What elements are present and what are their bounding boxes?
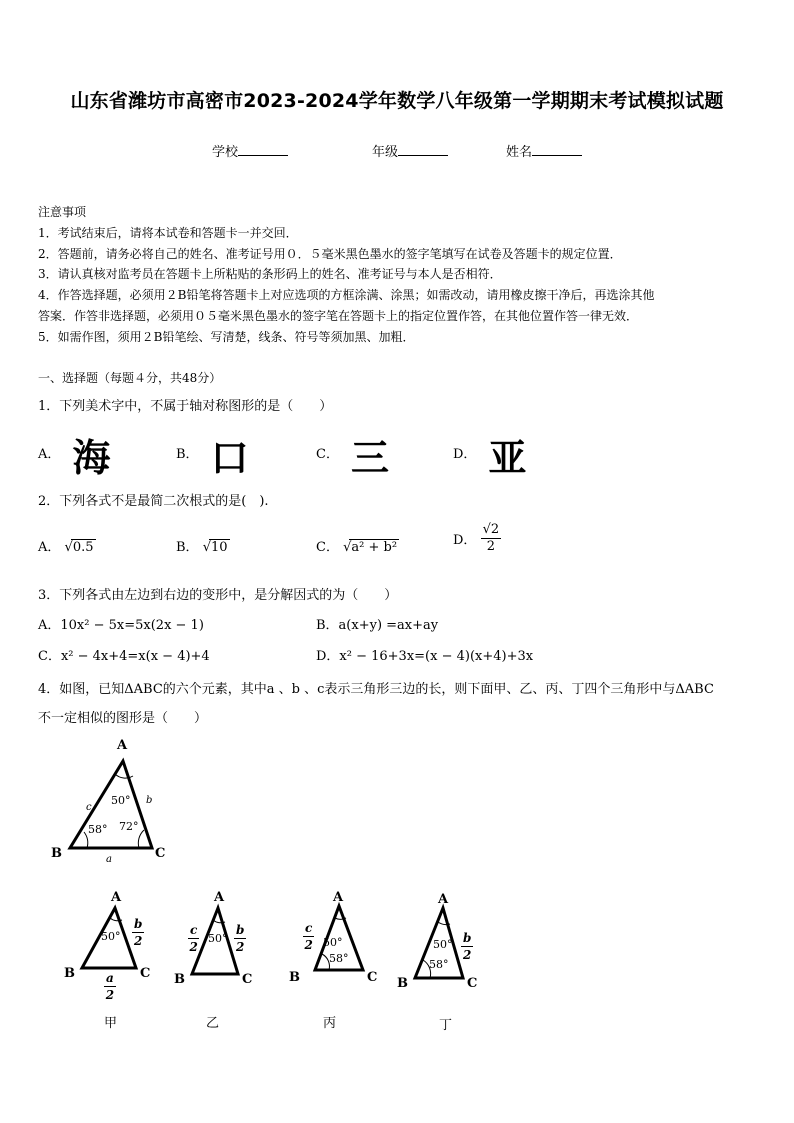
side-fraction <box>132 916 144 949</box>
side-fraction <box>461 930 473 963</box>
vertex-a-label: A <box>111 890 122 905</box>
option-label: C． <box>316 447 339 462</box>
vertex-a-label: A <box>117 738 128 753</box>
denominator: 2 <box>463 948 472 962</box>
vertex-c-label: C <box>140 966 151 981</box>
option-label: D． <box>453 533 477 548</box>
option-label: A． <box>38 447 61 462</box>
vertex-a-label: A <box>214 890 225 905</box>
option-char: 海 <box>72 436 111 480</box>
name-label: 姓名 <box>506 145 533 160</box>
vertex-b-label: B <box>51 846 62 861</box>
denominator: 2 <box>189 940 198 954</box>
side-b-label: b <box>146 795 153 806</box>
q1-option-d <box>453 427 526 482</box>
option-label: B． <box>176 540 199 555</box>
q2-stem: 2．下列各式不是最简二次根式的是( ). <box>38 494 269 509</box>
angle-label: 50° <box>433 938 453 951</box>
fraction <box>481 522 502 555</box>
vertex-b-label: B <box>174 972 185 987</box>
option-char: 三 <box>350 436 389 480</box>
main-triangle-figure <box>45 738 185 868</box>
q4-stem-line1: 4．如图，已知ΔABC的六个元素，其中a 、b 、c表示三角形三边的长，则下面甲、乙、丙、丁四个三角形中与ΔABC <box>38 682 714 697</box>
radicand: 10 <box>210 540 228 555</box>
grade-field <box>372 141 448 160</box>
figure-bing <box>285 890 385 1030</box>
figure-jia <box>60 890 160 1030</box>
q1-option-a <box>38 427 110 482</box>
name-blank <box>532 143 582 156</box>
option-char: 亚 <box>488 436 527 480</box>
angle-label: 58° <box>429 958 449 971</box>
angle-label: 50° <box>323 936 343 949</box>
note-item: 4．作答选择题，必须用２B铅笔将答题卡上对应选项的方框涂满、涂黑；如需改动，请用橡皮擦干净后，再选涂其他 <box>38 288 655 303</box>
vertex-a-label: A <box>438 892 449 907</box>
option-label: B． <box>176 447 199 462</box>
section-heading: 一、选择题（每题４分，共48分） <box>38 371 222 385</box>
angle-label: 50° <box>208 932 228 945</box>
denominator: 2 <box>486 539 495 554</box>
denominator: 2 <box>134 934 143 948</box>
side-fraction <box>104 970 116 1003</box>
numerator: b <box>463 931 472 945</box>
vertex-c-label: C <box>155 846 166 861</box>
vertex-b-label: B <box>289 970 300 985</box>
q4-stem-line2: 不一定相似的图形是（ ） <box>38 711 208 726</box>
figure-caption: 丁 <box>439 1018 453 1033</box>
option-char: 口 <box>210 436 249 480</box>
numerator: b <box>236 923 245 937</box>
angle-label: 50° <box>101 930 121 943</box>
numerator: a <box>106 971 114 985</box>
notes-heading: 注意事项 <box>38 205 87 219</box>
q1-option-b <box>176 427 249 482</box>
figure-yi <box>172 890 272 1030</box>
angle-c-label: 72° <box>119 820 139 833</box>
figure-caption: 丙 <box>323 1016 337 1031</box>
side-fraction <box>188 922 199 955</box>
side-fraction <box>234 922 246 955</box>
angle-label: 58° <box>329 952 349 965</box>
numerator: c <box>190 923 198 937</box>
side-c-label: c <box>86 802 92 813</box>
vertex-c-label: C <box>467 976 478 991</box>
note-item: 3．请认真核对监考员在答题卡上所粘贴的条形码上的姓名、准考证号与本人是否相符． <box>38 267 502 282</box>
radicand: a² + b² <box>351 540 398 555</box>
notes-section <box>38 202 654 348</box>
numerator: c <box>305 921 313 935</box>
side-a-label: a <box>106 854 112 865</box>
q2-option-a: A． √0.5 <box>38 540 94 555</box>
q2-option-c: C． √a² + b² <box>316 540 398 555</box>
q3-option-c: C．x² − 4x+4=x(x − 4)+4 <box>38 649 210 664</box>
grade-blank <box>398 143 448 156</box>
option-label: D． <box>453 447 477 462</box>
vertex-b-label: B <box>397 976 408 991</box>
note-item: 2．答题前，请务必将自己的姓名、准考证号用０．５毫米黑色墨水的签字笔填写在试卷及答题卡的规定位置． <box>38 246 622 261</box>
grade-label: 年级 <box>372 145 399 160</box>
side-fraction <box>303 920 314 953</box>
denominator: 2 <box>105 988 115 1002</box>
radicand: 0.5 <box>72 540 94 555</box>
option-label: A． <box>38 540 61 555</box>
q1-option-c <box>316 427 389 482</box>
denominator: 2 <box>304 938 313 952</box>
vertex-c-label: C <box>242 972 253 987</box>
q3-option-a: A．10x² − 5x=5x(2x − 1) <box>38 618 204 633</box>
figure-caption: 甲 <box>104 1016 118 1031</box>
angle-a-label: 50° <box>111 794 131 807</box>
vertex-b-label: B <box>64 966 75 981</box>
q2-option-d <box>453 522 501 555</box>
figure-ding <box>395 890 505 1033</box>
vertex-c-label: C <box>367 970 378 985</box>
name-field <box>506 141 582 160</box>
vertex-a-label: A <box>333 890 344 905</box>
denominator: 2 <box>236 940 245 954</box>
note-item: 答案．作答非选择题，必须用０５毫米黑色墨水的签字笔在答题卡上的指定位置作答，在其他位置作答一律无效． <box>38 308 639 323</box>
q3-option-d: D．x² − 16+3x=(x − 4)(x+4)+3x <box>316 649 534 664</box>
angle-b-label: 58° <box>88 823 108 836</box>
q3-option-b: B．a(x+y) =ax+ay <box>316 618 439 633</box>
q1-stem: 1．下列美术字中，不属于轴对称图形的是（ ） <box>38 399 333 414</box>
page-title: 山东省潍坊市高密市2023-2024学年数学八年级第一学期期末考试模拟试题 <box>70 90 724 112</box>
school-field <box>212 141 288 160</box>
note-item: 1．考试结束后，请将本试卷和答题卡一并交回． <box>38 225 298 240</box>
figure-caption: 乙 <box>206 1016 220 1031</box>
option-label: C． <box>316 540 339 555</box>
q2-option-b: B． √10 <box>176 540 228 555</box>
note-item: 5．如需作图，须用２B铅笔绘、写清楚，线条、符号等须加黑、加粗． <box>38 329 415 344</box>
numerator: b <box>134 917 143 931</box>
school-blank <box>238 143 288 156</box>
numerator: √2 <box>482 522 500 537</box>
school-label: 学校 <box>212 145 239 160</box>
q3-stem: 3．下列各式由左边到右边的变形中，是分解因式的为（ ） <box>38 588 398 603</box>
